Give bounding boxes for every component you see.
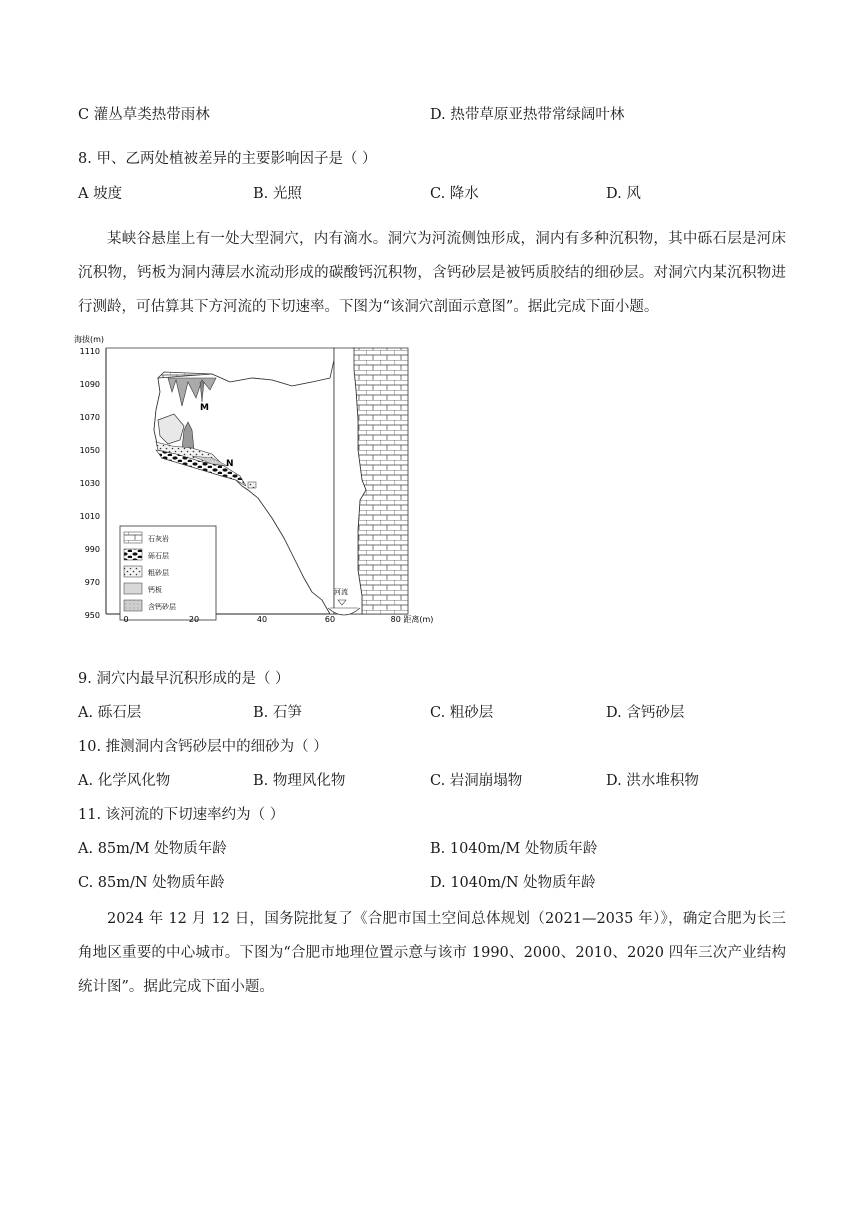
- q11-option-d: D. 1040m/N 处物质年龄: [430, 875, 596, 891]
- q8-option-a: A 坡度: [78, 186, 123, 202]
- passage-cave: 某峡谷悬崖上有一处大型洞穴，内有滴水。洞穴为河流侧蚀形成，洞内有多种沉积物，其中砾石层是河床沉积物，钙板为洞内薄层水流动形成的碳酸钙沉积物，含钙砂层是被钙质胶结的细砂层。对洞穴内某沉积物进行测龄，可估算其下方河流的下切速率。下图为“该洞穴剖面示意图”。据此完成下面小题。: [78, 231, 786, 315]
- label-n: N: [226, 459, 234, 469]
- q11-option-a: A. 85m/M 处物质年龄: [78, 841, 227, 857]
- legend-item: 砾石层: [148, 552, 169, 560]
- option-d: D. 热带草原亚热带常绿阔叶林: [430, 107, 625, 123]
- q8-option-d: D. 风: [606, 186, 641, 202]
- q9-option-b: B. 石笋: [253, 705, 302, 721]
- q9-option-a: A. 砾石层: [78, 705, 142, 721]
- legend-item: 含钙砂层: [148, 603, 176, 611]
- q11-option-c: C. 85m/N 处物质年龄: [78, 875, 225, 891]
- question-8-stem: 8. 甲、乙两处植被差异的主要影响因子是（ ）: [78, 151, 377, 167]
- legend-item: 粗砂层: [148, 569, 169, 577]
- label-m: M: [200, 403, 209, 413]
- question-9-stem: 9. 洞穴内最早沉积形成的是（ ）: [78, 671, 290, 687]
- x-tick: 0: [123, 615, 129, 624]
- y-tick: 950: [84, 611, 100, 620]
- cave-profile-figure: [72, 330, 438, 624]
- x-tick: 20: [188, 615, 200, 624]
- q11-option-b: B. 1040m/M 处物质年龄: [430, 841, 598, 857]
- y-tick: 1050: [79, 446, 100, 455]
- legend-item: 钙板: [148, 586, 162, 594]
- x-axis-label: 80 距离(m): [390, 615, 434, 624]
- q9-option-c: C. 粗砂层: [430, 705, 494, 721]
- q10-option-c: C. 岩洞崩塌物: [430, 773, 523, 789]
- passage-hefei: 2024 年 12 月 12 日，国务院批复了《合肥市国土空间总体规划（2021—2035 年）》，确定合肥为长三角地区重要的中心城市。下图为“合肥市地理位置示意与该市 1990、2000、2010、2020 四年三次产业结构统计图”。据此完成下面小题。: [78, 911, 786, 995]
- question-10-stem: 10. 推测洞内含钙砂层中的细砂为（ ）: [78, 739, 328, 755]
- y-tick: 1070: [79, 413, 100, 422]
- option-c: C 灌丛草类热带雨林: [78, 107, 210, 123]
- question-11-stem: 11. 该河流的下切速率约为（ ）: [78, 807, 285, 823]
- legend-item: 石灰岩: [148, 535, 169, 543]
- y-tick: 970: [84, 578, 100, 587]
- q10-option-a: A. 化学风化物: [78, 773, 171, 789]
- y-ticks: [80, 347, 100, 620]
- y-tick: 1030: [79, 479, 100, 488]
- legend: [120, 526, 216, 620]
- x-tick: 40: [256, 615, 268, 624]
- y-tick: 1010: [79, 512, 100, 521]
- y-tick: 1110: [79, 347, 100, 356]
- q9-option-d: D. 含钙砂层: [606, 705, 685, 721]
- q8-option-b: B. 光照: [253, 186, 302, 202]
- q10-option-d: D. 洪水堆积物: [606, 773, 699, 789]
- y-axis-title: 海拔(m): [74, 335, 105, 344]
- x-tick: 60: [324, 615, 336, 624]
- y-tick: 990: [84, 545, 100, 554]
- q10-option-b: B. 物理风化物: [253, 773, 346, 789]
- river-label: 河流: [334, 588, 348, 596]
- y-tick: 1090: [79, 380, 100, 389]
- q8-option-c: C. 降水: [430, 186, 479, 202]
